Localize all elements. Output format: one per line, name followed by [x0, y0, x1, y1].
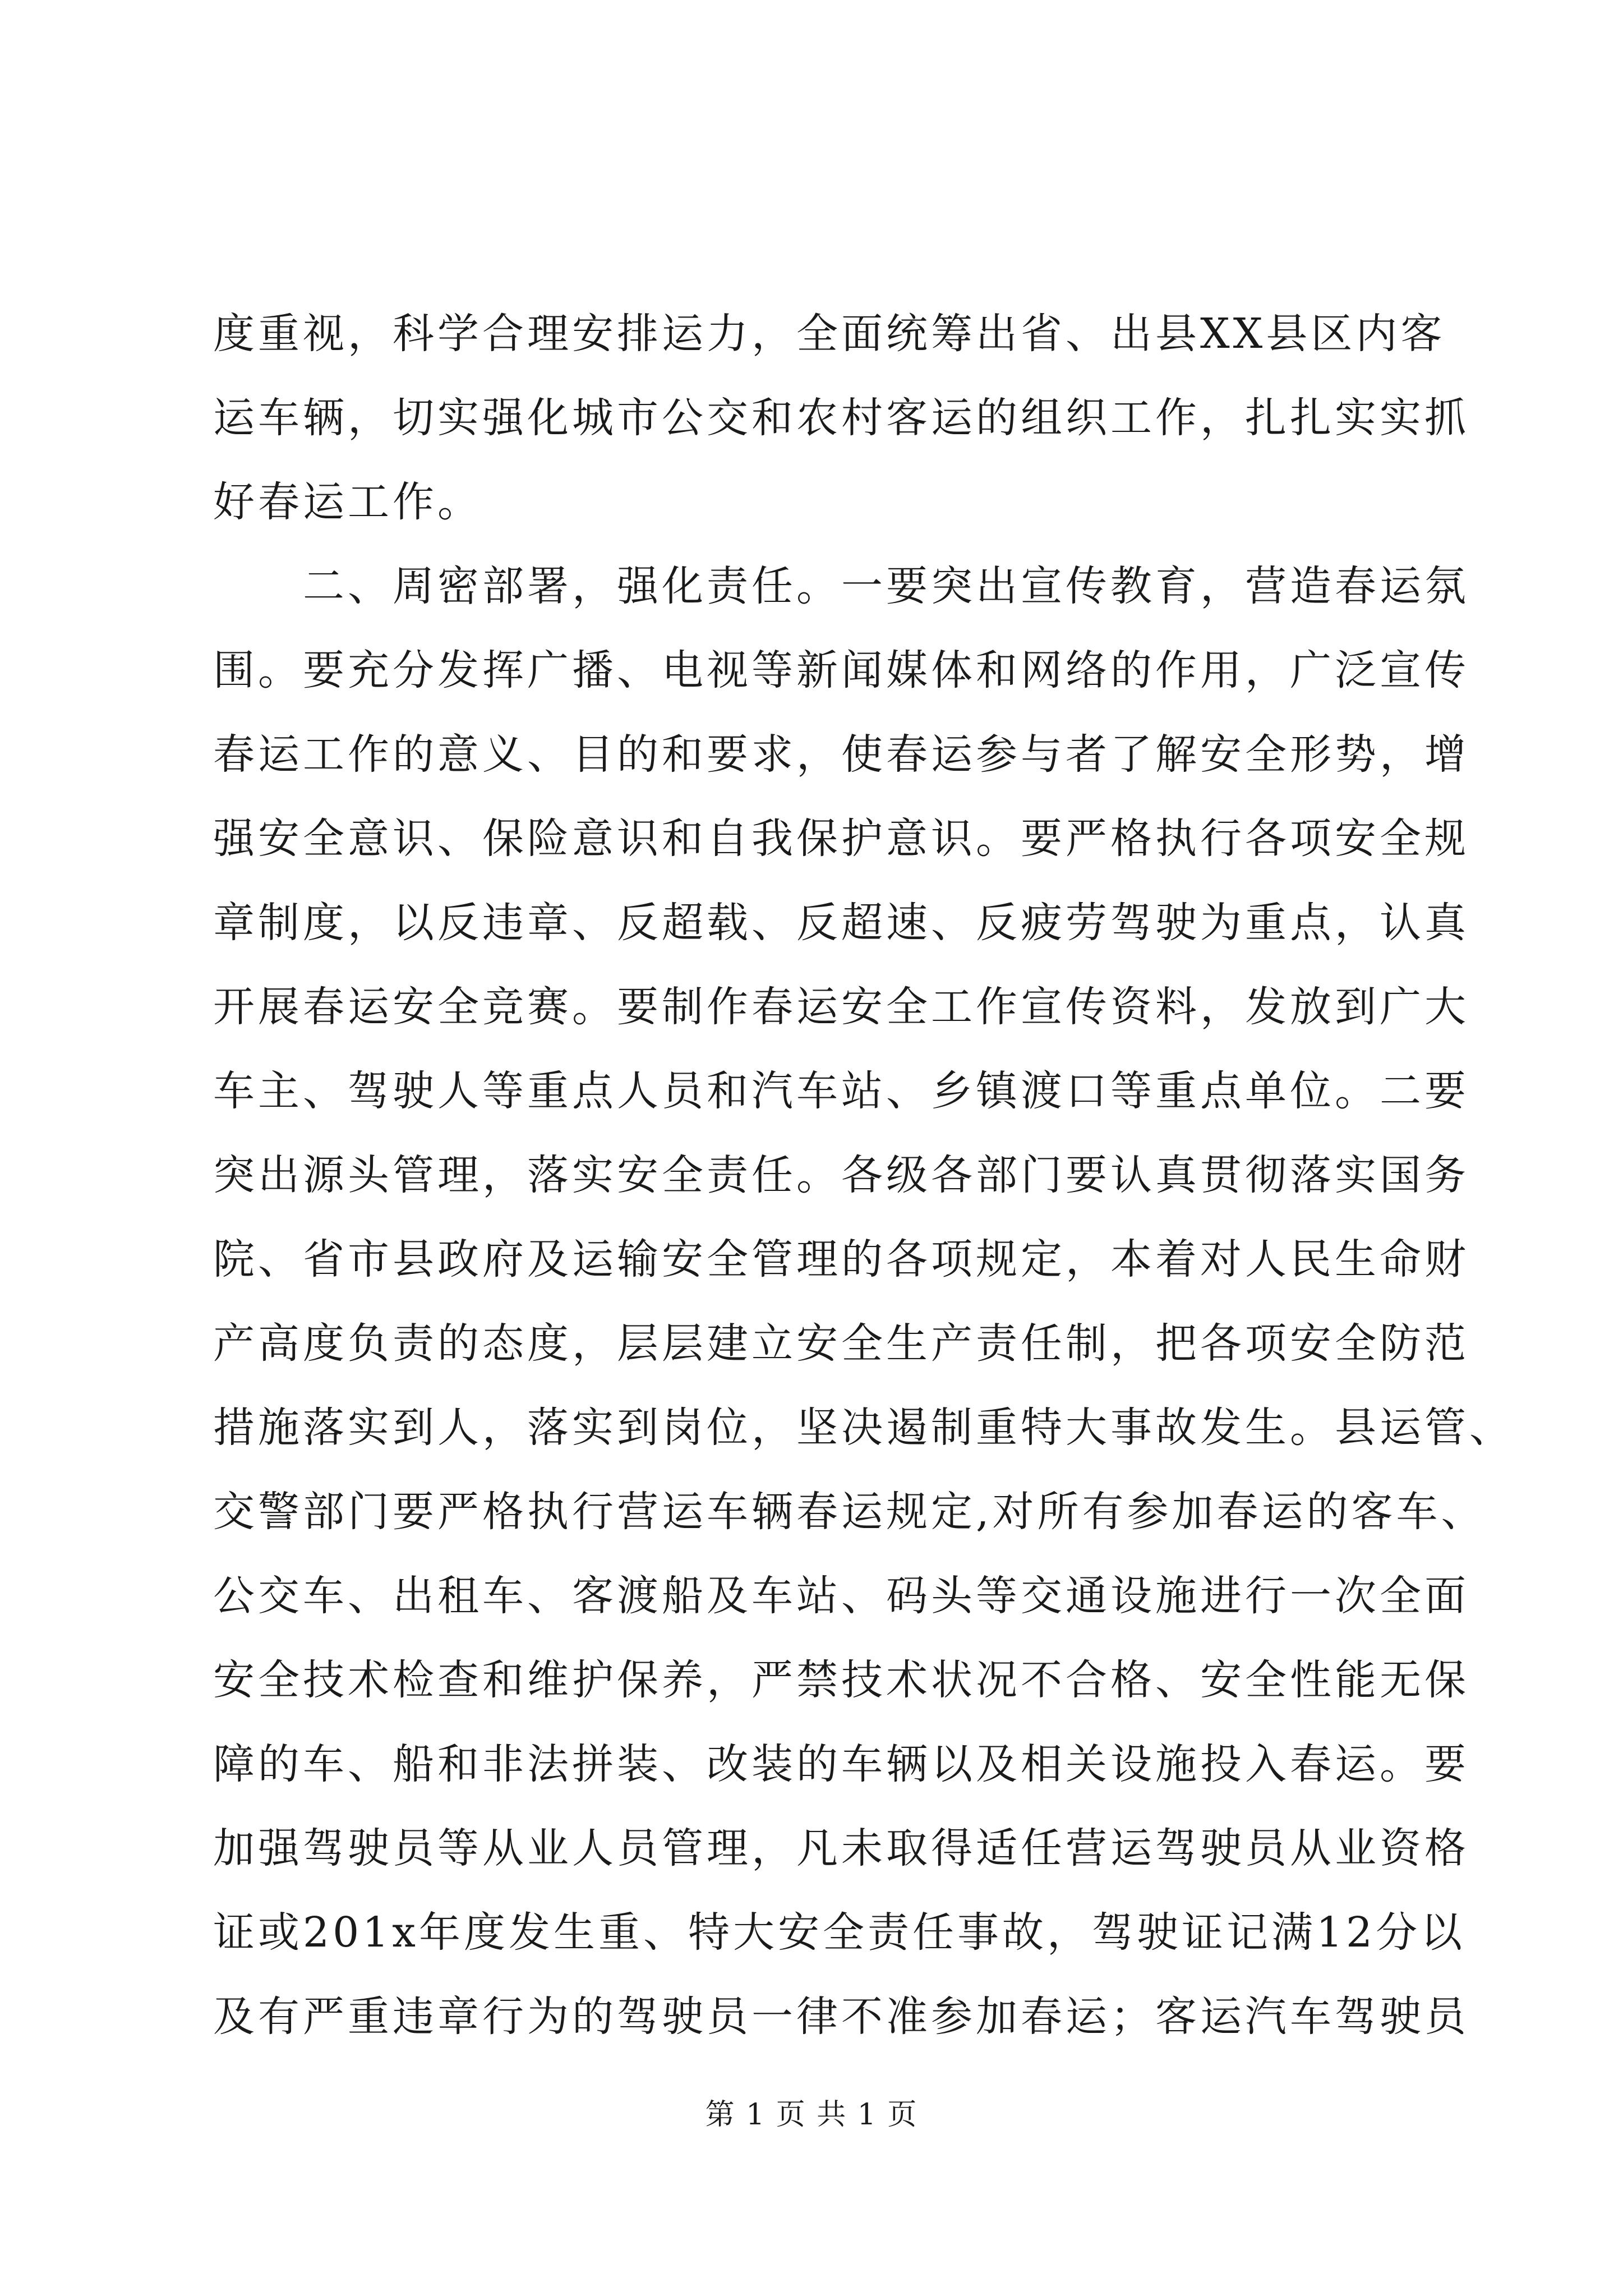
text-line: 加强驾驶员等从业人员管理，凡未取得适任营运驾驶员从业资格 — [213, 1824, 1469, 1872]
text-line: 安全技术检查和维护保养，严禁技术状况不合格、安全性能无保 — [213, 1656, 1469, 1704]
body-text — [213, 292, 1514, 2059]
text-line: 及有严重违章行为的驾驶员一律不准参加春运；客运汽车驾驶员 — [213, 1993, 1469, 2041]
page-number-label: 第 1 页 共 1 页 — [705, 2098, 918, 2132]
text-line: 二、周密部署，强化责任。一要突出宣传教育，营造春运氛 — [213, 562, 1469, 610]
text-line: 产高度负责的态度，层层建立安全生产责任制，把各项安全防范 — [213, 1319, 1469, 1368]
text-line: 院、省市县政府及运输安全管理的各项规定，本着对人民生命财 — [213, 1235, 1469, 1283]
text-line: 运车辆，切实强化城市公交和农村客运的组织工作，扎扎实实抓 — [213, 394, 1469, 442]
text-line: 章制度，以反违章、反超载、反超速、反疲劳驾驶为重点，认真 — [213, 899, 1469, 947]
page-footer — [0, 2095, 1623, 2134]
text-line: 开展春运安全竞赛。要制作春运安全工作宣传资料，发放到广大 — [213, 983, 1469, 1031]
text-line: 度重视，科学合理安排运力，全面统筹出省、出县XX县区内客 — [213, 310, 1446, 358]
text-line: 好春运工作。 — [213, 478, 482, 526]
text-line: 措施落实到人，落实到岗位，坚决遏制重特大事故发生。县运管、 — [213, 1404, 1514, 1452]
text-line: 车主、驾驶人等重点人员和汽车站、乡镇渡口等重点单位。二要 — [213, 1067, 1469, 1115]
text-line: 突出源头管理，落实安全责任。各级各部门要认真贯彻落实国务 — [213, 1151, 1469, 1199]
text-line: 强安全意识、保险意识和自我保护意识。要严格执行各项安全规 — [213, 815, 1469, 863]
text-line: 证或201x年度发生重、特大安全责任事故，驾驶证记满12分以 — [213, 1908, 1466, 1957]
text-line: 公交车、出租车、客渡船及车站、码头等交通设施进行一次全面 — [213, 1572, 1469, 1620]
text-line: 交警部门要严格执行营运车辆春运规定,对所有参加春运的客车、 — [213, 1488, 1486, 1536]
text-line: 围。要充分发挥广播、电视等新闻媒体和网络的作用，广泛宣传 — [213, 646, 1469, 694]
text-line: 障的车、船和非法拼装、改装的车辆以及相关设施投入春运。要 — [213, 1740, 1469, 1788]
text-line: 春运工作的意义、目的和要求，使春运参与者了解安全形势，增 — [213, 730, 1469, 779]
